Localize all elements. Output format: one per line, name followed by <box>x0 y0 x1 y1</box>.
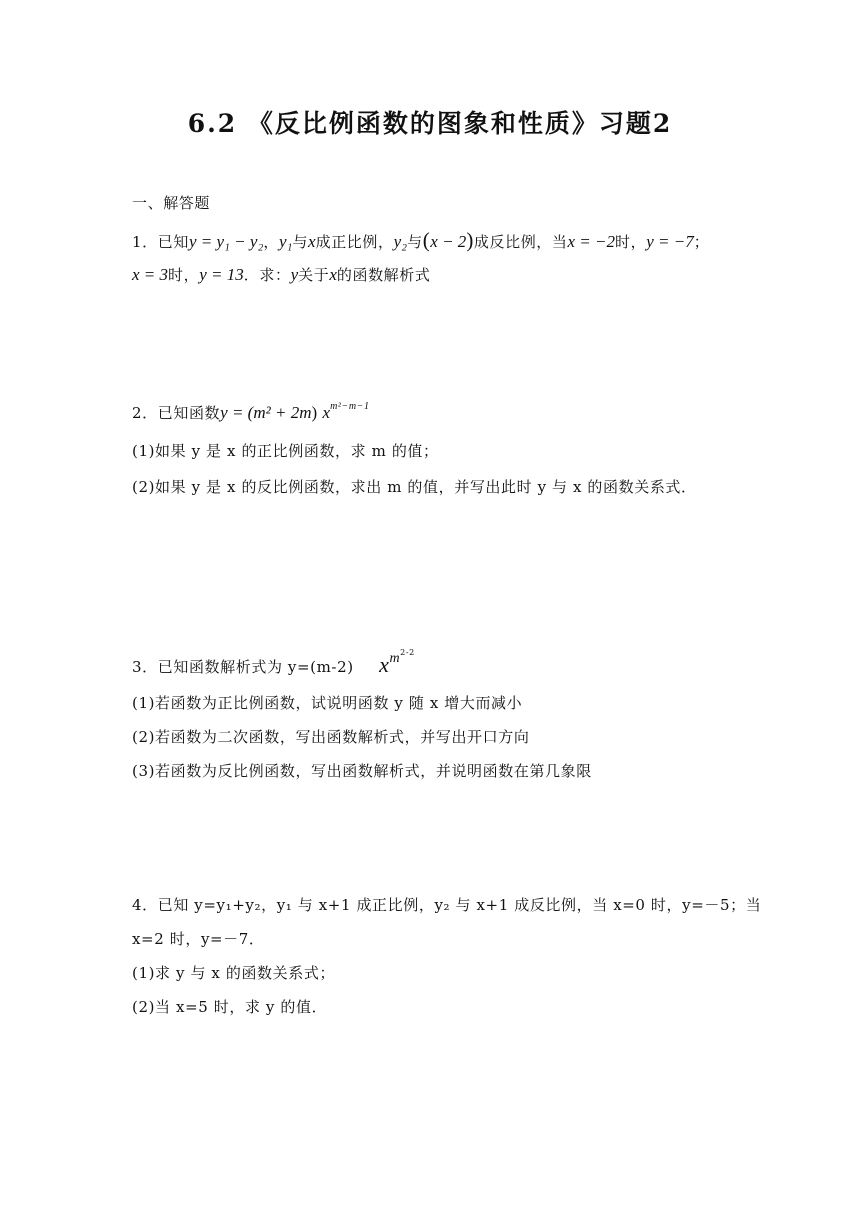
question-number: 3． <box>132 658 158 676</box>
math-expression: y₂ <box>393 232 408 251</box>
question-3-stem <box>132 648 415 678</box>
math-expression: m² + 2m <box>253 403 312 422</box>
section-heading: 一、解答题 <box>132 194 211 212</box>
paren-open: ( <box>422 228 431 252</box>
question-4-line-1: 4．已知 y=y₁+y₂，y₁ 与 x+1 成正比例，y₂ 与 x+1 成反比例，当 x=0 时，y=－5；当 <box>132 896 762 914</box>
question-1-line-1 <box>132 228 709 253</box>
text: 的函数解析式 <box>336 266 431 284</box>
text: 成反比例，当 <box>473 233 568 251</box>
text: 时， <box>168 266 200 284</box>
text: ； <box>693 233 710 251</box>
question-2-stem <box>132 402 370 423</box>
math-expression: x <box>308 232 316 251</box>
page-title: 6.2 《反比例函数的图象和性质》习题2 <box>187 109 673 138</box>
text: 成正比例， <box>315 233 394 251</box>
math-expression: y = 13 <box>199 265 244 284</box>
math-expression: y = −7 <box>646 232 694 251</box>
math-expression: y = y₁ − y₂ <box>188 232 264 251</box>
math-exponent: m <box>389 651 401 666</box>
text: 已知 <box>157 233 189 251</box>
question-number: 1． <box>132 233 158 251</box>
text: 已知函数 <box>157 404 221 422</box>
text: ， <box>263 233 279 251</box>
math-expression: x = 3 <box>132 265 169 284</box>
math-base: x <box>322 403 331 422</box>
math-expression: x = −2 <box>567 232 616 251</box>
question-3-part-2: (2)若函数为二次函数，写出函数解析式，并写出开口方向 <box>132 728 530 746</box>
math-exponent-rest: 2-2 <box>400 648 415 657</box>
question-3-part-1: (1)若函数为正比例函数，试说明函数 y 随 x 增大而减小 <box>132 694 523 712</box>
text: 与 <box>407 233 423 251</box>
math-exponent: m²−m−1 <box>330 401 370 412</box>
paren-close: ) <box>466 228 474 252</box>
math-expression: y = ( <box>220 403 254 422</box>
math-expression: y <box>290 265 299 284</box>
math-expression: x − 2 <box>430 232 467 251</box>
question-number: 2． <box>132 404 158 422</box>
math-expression: y₁ <box>278 232 293 251</box>
text: 关于 <box>298 266 330 284</box>
question-1-line-2 <box>132 264 430 285</box>
text: 与 <box>292 233 309 251</box>
question-2-part-2: (2)如果 y 是 x 的反比例函数，求出 m 的值，并写出此时 y 与 x 的函数关系式． <box>132 478 697 496</box>
math-expression: x <box>329 265 337 284</box>
math-base: x <box>379 652 390 677</box>
text: ．求： <box>243 266 291 284</box>
text: 时， <box>615 233 647 251</box>
question-4-part-1: (1)求 y 与 x 的函数关系式； <box>132 964 336 982</box>
question-3-part-3: (3)若函数为反比例函数，写出函数解析式，并说明函数在第几象限 <box>132 762 592 780</box>
math-expression: ) <box>311 403 318 422</box>
question-2-part-1: (1)如果 y 是 x 的正比例函数，求 m 的值； <box>132 442 439 460</box>
question-4-line-2: x=2 时，y=－7． <box>132 930 265 948</box>
question-4-part-2: (2)当 x=5 时，求 y 的值． <box>132 998 328 1016</box>
text: 已知函数解析式为 y=(m-2) <box>157 658 354 676</box>
